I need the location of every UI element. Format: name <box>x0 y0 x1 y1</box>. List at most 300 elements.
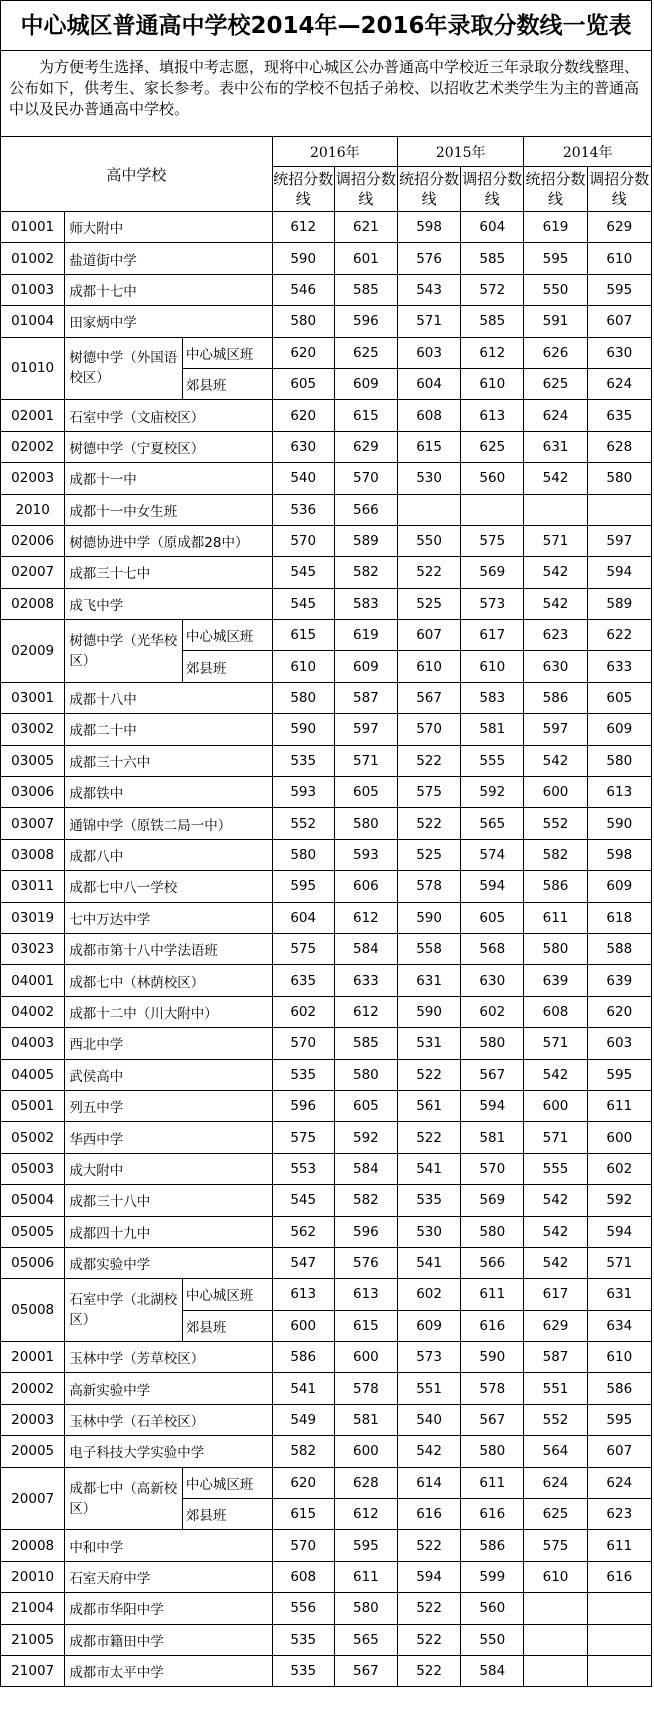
school-name: 中和中学 <box>65 1530 272 1561</box>
school-code: 02009 <box>1 620 65 683</box>
score-cell: 590 <box>461 1342 524 1373</box>
class-type: 郊县班 <box>182 1499 272 1530</box>
score-cell: 576 <box>398 243 461 274</box>
table-row <box>1 1059 652 1090</box>
school-name: 武侯高中 <box>65 1059 272 1090</box>
table-row <box>1 620 652 651</box>
score-cell: 570 <box>272 1028 334 1059</box>
page-title: 中心城区普通高中学校2014年—2016年录取分数线一览表 <box>0 0 652 50</box>
school-name: 树德中学（外国语校区） <box>65 337 183 400</box>
score-cell: 620 <box>272 1467 334 1498</box>
school-name: 成都市籍田中学 <box>65 1624 272 1655</box>
score-cell <box>587 494 651 525</box>
table-row <box>1 337 652 368</box>
score-cell: 542 <box>524 1216 587 1247</box>
score-cell: 580 <box>524 933 587 964</box>
table-row <box>1 431 652 462</box>
intro-paragraph: 为方便考生选择、填报中考志愿，现将中心城区公办普通高中学校近三年录取分数线整理、公布如下，供考生、家长参考。表中公布的学校不包括子弟校、以招收艺术类学生为主的普通高中以及民办普通高中学校。 <box>0 50 652 136</box>
table-row <box>1 1216 652 1247</box>
score-cell: 623 <box>587 1499 651 1530</box>
score-cell: 570 <box>272 1530 334 1561</box>
score-cell: 610 <box>524 1561 587 1592</box>
score-cell: 605 <box>334 777 397 808</box>
score-cell: 635 <box>587 400 651 431</box>
score-cell: 560 <box>461 463 524 494</box>
class-type: 郊县班 <box>182 1310 272 1341</box>
score-cell: 542 <box>524 463 587 494</box>
year-header: 2016年 <box>272 137 397 167</box>
school-name: 成都七中（林荫校区） <box>65 965 272 996</box>
score-cell: 604 <box>398 368 461 399</box>
school-code: 20007 <box>1 1467 65 1530</box>
score-cell: 591 <box>524 306 587 337</box>
school-code: 04001 <box>1 965 65 996</box>
score-cell: 522 <box>398 1655 461 1686</box>
score-cell: 620 <box>272 400 334 431</box>
school-code: 04002 <box>1 996 65 1027</box>
score-cell: 587 <box>334 682 397 713</box>
class-type: 郊县班 <box>182 651 272 682</box>
score-cell: 597 <box>524 714 587 745</box>
table-row <box>1 1185 652 1216</box>
table-row <box>1 525 652 556</box>
score-cell: 615 <box>334 400 397 431</box>
score-cell: 597 <box>587 525 651 556</box>
table-row <box>1 1467 652 1498</box>
score-cell: 562 <box>272 1216 334 1247</box>
school-code: 02008 <box>1 588 65 619</box>
score-cell: 633 <box>334 965 397 996</box>
score-cell: 585 <box>334 1028 397 1059</box>
score-cell: 569 <box>461 557 524 588</box>
score-cell: 586 <box>587 1373 651 1404</box>
score-cell: 630 <box>461 965 524 996</box>
school-name: 成都铁中 <box>65 777 272 808</box>
score-table <box>0 136 652 1687</box>
score-cell: 612 <box>461 337 524 368</box>
school-code: 01010 <box>1 337 65 400</box>
school-name: 盐道街中学 <box>65 243 272 274</box>
score-cell: 581 <box>461 714 524 745</box>
table-row <box>1 1404 652 1435</box>
score-cell: 604 <box>461 212 524 243</box>
school-name: 师大附中 <box>65 212 272 243</box>
score-cell: 580 <box>334 1593 397 1624</box>
school-name: 成都二十中 <box>65 714 272 745</box>
score-cell: 545 <box>272 1185 334 1216</box>
score-cell: 575 <box>272 933 334 964</box>
score-cell: 542 <box>524 557 587 588</box>
score-cell: 553 <box>272 1153 334 1184</box>
score-cell: 522 <box>398 808 461 839</box>
score-cell: 590 <box>272 714 334 745</box>
score-cell: 626 <box>524 337 587 368</box>
school-code: 02006 <box>1 525 65 556</box>
score-cell: 629 <box>587 212 651 243</box>
school-code: 05003 <box>1 1153 65 1184</box>
score-cell: 586 <box>272 1342 334 1373</box>
score-cell: 580 <box>272 682 334 713</box>
score-cell: 612 <box>334 996 397 1027</box>
score-cell <box>524 1655 587 1686</box>
school-name: 成都十二中（川大附中） <box>65 996 272 1027</box>
score-cell: 634 <box>587 1310 651 1341</box>
score-cell: 586 <box>524 871 587 902</box>
table-row <box>1 1153 652 1184</box>
score-cell: 629 <box>334 431 397 462</box>
score-cell: 550 <box>524 274 587 305</box>
table-row <box>1 1028 652 1059</box>
school-code: 05002 <box>1 1122 65 1153</box>
score-cell: 522 <box>398 1624 461 1655</box>
score-cell: 542 <box>524 1059 587 1090</box>
school-code: 05005 <box>1 1216 65 1247</box>
score-cell: 630 <box>524 651 587 682</box>
school-code: 03008 <box>1 839 65 870</box>
score-cell: 567 <box>461 1404 524 1435</box>
score-cell: 575 <box>272 1122 334 1153</box>
score-cell: 595 <box>272 871 334 902</box>
score-cell: 530 <box>398 463 461 494</box>
score-cell: 621 <box>334 212 397 243</box>
score-cell: 566 <box>334 494 397 525</box>
score-cell: 535 <box>272 745 334 776</box>
score-cell: 594 <box>461 871 524 902</box>
school-code: 20003 <box>1 1404 65 1435</box>
school-code: 02007 <box>1 557 65 588</box>
score-cell: 567 <box>398 682 461 713</box>
score-cell: 615 <box>398 431 461 462</box>
tiaozhao-header: 调招分数线 <box>461 167 524 212</box>
score-cell: 623 <box>524 620 587 651</box>
score-cell: 561 <box>398 1090 461 1121</box>
score-cell: 595 <box>587 1059 651 1090</box>
score-cell <box>524 1593 587 1624</box>
table-row <box>1 212 652 243</box>
score-cell: 601 <box>334 243 397 274</box>
table-row <box>1 243 652 274</box>
score-cell: 542 <box>524 745 587 776</box>
score-cell: 578 <box>398 871 461 902</box>
table-row <box>1 400 652 431</box>
score-cell: 592 <box>334 1122 397 1153</box>
score-cell: 624 <box>524 400 587 431</box>
score-cell: 605 <box>272 368 334 399</box>
score-cell: 622 <box>587 620 651 651</box>
score-cell: 571 <box>524 525 587 556</box>
score-cell: 522 <box>398 1122 461 1153</box>
table-row <box>1 1530 652 1561</box>
school-name: 玉林中学（芳草校区） <box>65 1342 272 1373</box>
score-cell <box>398 494 461 525</box>
school-name: 通锦中学（原铁二局一中） <box>65 808 272 839</box>
score-cell: 619 <box>524 212 587 243</box>
school-name: 石室中学（北湖校区） <box>65 1279 183 1342</box>
score-cell: 611 <box>461 1279 524 1310</box>
tongzhao-header: 统招分数线 <box>398 167 461 212</box>
score-cell: 587 <box>524 1342 587 1373</box>
score-cell: 594 <box>461 1090 524 1121</box>
school-code: 04003 <box>1 1028 65 1059</box>
score-cell: 629 <box>524 1310 587 1341</box>
score-cell: 570 <box>334 463 397 494</box>
score-cell: 598 <box>398 212 461 243</box>
score-cell: 605 <box>461 902 524 933</box>
school-name: 树德协进中学（原成都28中） <box>65 525 272 556</box>
school-code: 20010 <box>1 1561 65 1592</box>
score-cell: 605 <box>587 682 651 713</box>
score-cell: 590 <box>587 808 651 839</box>
score-cell: 590 <box>398 902 461 933</box>
score-cell: 617 <box>524 1279 587 1310</box>
table-row <box>1 1593 652 1624</box>
score-cell: 535 <box>272 1624 334 1655</box>
score-cell: 584 <box>334 1153 397 1184</box>
score-cell <box>587 1593 651 1624</box>
score-cell: 555 <box>461 745 524 776</box>
score-cell: 541 <box>398 1247 461 1278</box>
score-cell: 616 <box>461 1499 524 1530</box>
score-cell: 552 <box>272 808 334 839</box>
score-cell: 600 <box>587 1122 651 1153</box>
score-cell: 639 <box>524 965 587 996</box>
score-cell: 522 <box>398 1530 461 1561</box>
score-cell: 542 <box>524 1247 587 1278</box>
score-cell: 600 <box>334 1342 397 1373</box>
score-cell: 596 <box>272 1090 334 1121</box>
school-code: 21007 <box>1 1655 65 1686</box>
school-code: 01003 <box>1 274 65 305</box>
score-cell: 571 <box>524 1122 587 1153</box>
school-name: 西北中学 <box>65 1028 272 1059</box>
score-cell: 583 <box>334 588 397 619</box>
score-cell: 588 <box>587 933 651 964</box>
score-cell: 595 <box>587 1404 651 1435</box>
score-cell: 572 <box>461 274 524 305</box>
score-cell: 565 <box>461 808 524 839</box>
tongzhao-header: 统招分数线 <box>272 167 334 212</box>
table-row <box>1 306 652 337</box>
score-cell: 584 <box>334 933 397 964</box>
score-cell: 586 <box>524 682 587 713</box>
score-cell: 580 <box>461 1436 524 1467</box>
school-code: 03002 <box>1 714 65 745</box>
class-type: 郊县班 <box>182 368 272 399</box>
score-cell: 600 <box>334 1436 397 1467</box>
score-cell: 530 <box>398 1216 461 1247</box>
score-cell: 612 <box>334 902 397 933</box>
score-cell: 610 <box>587 243 651 274</box>
school-name: 成都十一中女生班 <box>65 494 272 525</box>
school-name: 成都七中（高新校区） <box>65 1467 183 1530</box>
table-row <box>1 1342 652 1373</box>
score-cell <box>461 494 524 525</box>
score-cell: 570 <box>461 1153 524 1184</box>
score-cell: 603 <box>398 337 461 368</box>
score-cell: 607 <box>398 620 461 651</box>
school-code: 01002 <box>1 243 65 274</box>
score-cell: 635 <box>272 965 334 996</box>
class-type: 中心城区班 <box>182 1467 272 1498</box>
score-cell: 593 <box>272 777 334 808</box>
school-header: 高中学校 <box>1 137 273 212</box>
score-cell: 606 <box>334 871 397 902</box>
score-cell: 600 <box>272 1310 334 1341</box>
score-cell: 541 <box>398 1153 461 1184</box>
school-name: 树德中学（宁夏校区） <box>65 431 272 462</box>
score-cell: 597 <box>334 714 397 745</box>
school-code: 03006 <box>1 777 65 808</box>
score-cell: 540 <box>272 463 334 494</box>
school-name: 成都十一中 <box>65 463 272 494</box>
score-cell: 592 <box>587 1185 651 1216</box>
score-cell: 580 <box>461 1216 524 1247</box>
table-row <box>1 1561 652 1592</box>
score-cell: 624 <box>587 368 651 399</box>
score-cell: 612 <box>334 1499 397 1530</box>
score-cell: 556 <box>272 1593 334 1624</box>
score-cell: 602 <box>461 996 524 1027</box>
score-cell: 571 <box>524 1028 587 1059</box>
score-cell: 570 <box>272 525 334 556</box>
score-cell: 543 <box>398 274 461 305</box>
score-cell: 618 <box>587 902 651 933</box>
score-cell: 594 <box>587 557 651 588</box>
score-cell: 595 <box>587 274 651 305</box>
score-cell: 609 <box>398 1310 461 1341</box>
score-cell: 609 <box>587 714 651 745</box>
score-cell: 522 <box>398 1059 461 1090</box>
school-code: 05006 <box>1 1247 65 1278</box>
score-cell: 581 <box>461 1122 524 1153</box>
table-row <box>1 1373 652 1404</box>
school-name: 成都三十六中 <box>65 745 272 776</box>
table-row <box>1 714 652 745</box>
score-cell: 569 <box>461 1185 524 1216</box>
table-row <box>1 1279 652 1310</box>
score-cell: 592 <box>461 777 524 808</box>
table-row <box>1 1247 652 1278</box>
score-cell: 585 <box>461 306 524 337</box>
score-cell: 581 <box>334 1404 397 1435</box>
school-name: 成都十七中 <box>65 274 272 305</box>
score-cell: 541 <box>272 1373 334 1404</box>
school-name: 成都三十七中 <box>65 557 272 588</box>
school-name: 成都十八中 <box>65 682 272 713</box>
score-cell: 550 <box>398 525 461 556</box>
table-row <box>1 274 652 305</box>
score-cell: 535 <box>272 1059 334 1090</box>
school-name: 成都七中八一学校 <box>65 871 272 902</box>
school-name: 成都八中 <box>65 839 272 870</box>
table-row <box>1 1122 652 1153</box>
score-cell: 583 <box>461 682 524 713</box>
score-cell: 610 <box>398 651 461 682</box>
score-cell: 545 <box>272 557 334 588</box>
school-code: 04005 <box>1 1059 65 1090</box>
school-code: 20005 <box>1 1436 65 1467</box>
score-cell: 545 <box>272 588 334 619</box>
score-cell: 582 <box>524 839 587 870</box>
school-name: 玉林中学（石羊校区） <box>65 1404 272 1435</box>
table-row <box>1 494 652 525</box>
score-cell: 600 <box>524 1090 587 1121</box>
score-cell <box>524 494 587 525</box>
score-cell: 617 <box>461 620 524 651</box>
score-cell: 552 <box>524 808 587 839</box>
score-cell: 590 <box>398 996 461 1027</box>
score-cell: 593 <box>334 839 397 870</box>
score-cell: 550 <box>461 1624 524 1655</box>
school-code: 02001 <box>1 400 65 431</box>
score-cell: 525 <box>398 839 461 870</box>
score-cell: 590 <box>272 243 334 274</box>
score-cell: 580 <box>587 463 651 494</box>
score-cell: 602 <box>587 1153 651 1184</box>
score-cell: 625 <box>524 1499 587 1530</box>
score-cell: 555 <box>524 1153 587 1184</box>
score-cell: 542 <box>524 588 587 619</box>
score-cell: 608 <box>524 996 587 1027</box>
score-cell: 525 <box>398 588 461 619</box>
score-cell: 551 <box>524 1373 587 1404</box>
score-cell: 631 <box>398 965 461 996</box>
score-cell: 613 <box>272 1279 334 1310</box>
score-cell <box>587 1655 651 1686</box>
score-cell: 570 <box>398 714 461 745</box>
score-cell: 522 <box>398 745 461 776</box>
table-row <box>1 745 652 776</box>
score-cell: 625 <box>524 368 587 399</box>
school-code: 02003 <box>1 463 65 494</box>
score-cell: 613 <box>587 777 651 808</box>
score-cell: 573 <box>398 1342 461 1373</box>
score-cell: 609 <box>334 368 397 399</box>
score-cell: 568 <box>461 933 524 964</box>
score-cell: 540 <box>398 1404 461 1435</box>
table-row <box>1 682 652 713</box>
school-name: 华西中学 <box>65 1122 272 1153</box>
school-name: 石室中学（文庙校区） <box>65 400 272 431</box>
score-cell: 604 <box>272 902 334 933</box>
school-code: 05001 <box>1 1090 65 1121</box>
score-cell: 535 <box>272 1655 334 1686</box>
school-code: 03007 <box>1 808 65 839</box>
school-name: 成都实验中学 <box>65 1247 272 1278</box>
school-code: 20002 <box>1 1373 65 1404</box>
school-name: 列五中学 <box>65 1090 272 1121</box>
score-cell: 608 <box>272 1561 334 1592</box>
score-cell <box>524 1624 587 1655</box>
tiaozhao-header: 调招分数线 <box>587 167 651 212</box>
score-cell: 522 <box>398 1593 461 1624</box>
score-cell: 585 <box>334 274 397 305</box>
year-header: 2015年 <box>398 137 524 167</box>
score-cell: 614 <box>398 1467 461 1498</box>
score-cell: 602 <box>398 1279 461 1310</box>
school-code: 20008 <box>1 1530 65 1561</box>
score-cell: 580 <box>461 1028 524 1059</box>
score-cell: 531 <box>398 1028 461 1059</box>
score-cell: 610 <box>461 651 524 682</box>
school-code: 01001 <box>1 212 65 243</box>
table-row <box>1 996 652 1027</box>
score-cell: 574 <box>461 839 524 870</box>
score-cell: 628 <box>587 431 651 462</box>
school-name: 成都三十八中 <box>65 1185 272 1216</box>
score-cell: 571 <box>587 1247 651 1278</box>
score-cell: 616 <box>587 1561 651 1592</box>
